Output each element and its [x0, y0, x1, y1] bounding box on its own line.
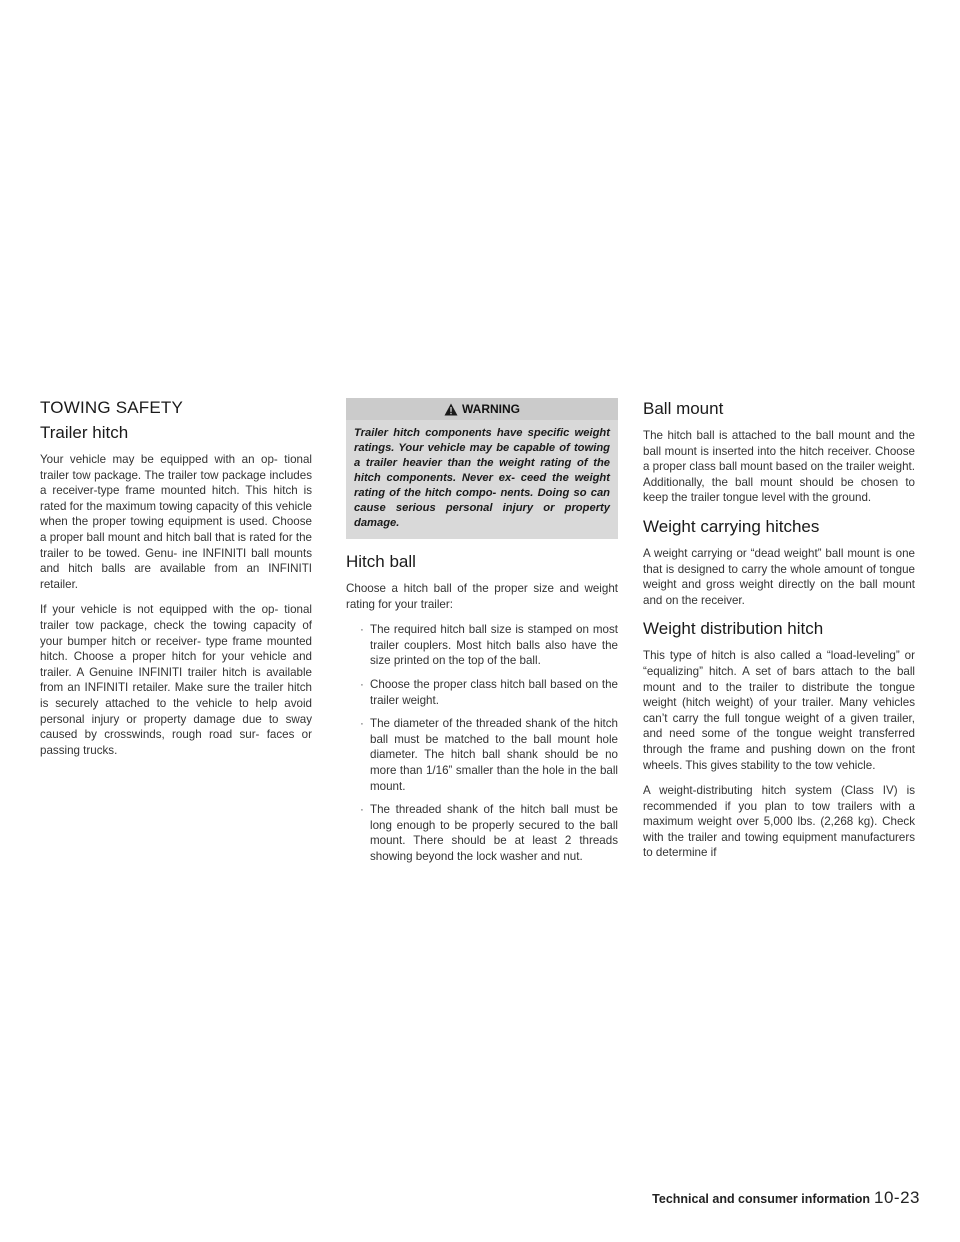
- warning-box: [346, 398, 618, 539]
- paragraph-ball-mount: The hitch ball is attached to the ball mount and the ball mount is inserted into the hitch receiver. Choose a proper class ball mount based on the trailer weight. Additionally, the ball mount should be chosen to keep the trailer tongue level with the ground.: [643, 429, 915, 505]
- column-right: [643, 398, 915, 871]
- warning-header: [346, 398, 618, 420]
- heading-hitch-ball: Hitch ball: [346, 552, 416, 571]
- warning-label: WARNING: [462, 402, 520, 416]
- list-item: · The required hitch ball size is stamped on most trailer couplers. Most hitch balls also have the size printed on the top of the ball.: [360, 622, 618, 669]
- heading-weight-distribution: Weight distribution hitch: [643, 619, 824, 639]
- page-number: 10-23: [874, 1188, 920, 1207]
- list-item: · Choose the proper class hitch ball based on the trailer weight.: [360, 677, 618, 708]
- section-title: TOWING SAFETY: [40, 398, 184, 417]
- paragraph-trailer-hitch-2: If your vehicle is not equipped with the op- tional trailer tow package, check the towing capacity of your bumper hitch or receiver- type frame mounted hitch. Choose a proper hitch for your vehicle and trailer. A Genuine INFINITI trailer hitch is available from an INFINITI retailer. Make sure the trailer hitch is securely attached to the vehicle to help avoid personal injury or property damage due to sway caused by crosswinds, rough road sur- faces or passing trucks.: [40, 603, 312, 757]
- heading-trailer-hitch: Trailer hitch: [40, 423, 129, 442]
- paragraph-hitch-ball-intro: Choose a hitch ball of the proper size and weight rating for your trailer:: [346, 582, 618, 611]
- paragraph-trailer-hitch-1: Your vehicle may be equipped with an op- tional trailer tow package. The trailer tow package includes a receiver-type frame mounted hitch. This hitch is rated for the maximum towing capacity of this vehicle when the proper towing equipment is used. Choose a proper ball mount and hitch ball that is rated for the trailer to be towed. Genu- ine INFINITI ball mounts and hitch balls are available from an INFINITI retailer.: [40, 453, 312, 591]
- warning-text: Trailer hitch components have specific weight ratings. Your vehicle may be capable of towing a trailer heavier than the weight rating of the hitch components. Never ex- ceed the weight rating of the hitch compo- nents. Doing so can cause serious personal injury or property damage.: [354, 427, 610, 529]
- warning-triangle-icon: [444, 403, 458, 416]
- list-item: · The diameter of the threaded shank of the hitch ball must be matched to the ball mount hole diameter. The hitch ball shank should be no more than 1/16” smaller than the hole in the ball mount.: [360, 716, 618, 794]
- paragraph-weight-carrying: A weight carrying or “dead weight” ball mount is one that is designed to carry the whole amount of tongue weight and gross weight directly on the ball mount and on the receiver.: [643, 546, 915, 607]
- paragraph-weight-distribution-2: A weight-distributing hitch system (Class IV) is recommended if you plan to tow trailers with a maximum weight over 5,000 lbs. (2,268 kg). Check with the trailer and towing equipment manufacturers to determine if: [643, 784, 915, 860]
- heading-ball-mount: Ball mount: [643, 399, 724, 418]
- page-footer: [652, 1188, 920, 1208]
- list-item: · The threaded shank of the hitch ball must be long enough to be properly secured to the ball mount. There should be at least 2 threads showing beyond the lock washer and nut.: [360, 802, 618, 864]
- column-left: [40, 398, 312, 768]
- hitch-ball-list: [346, 622, 618, 864]
- footer-section-title: Technical and consumer information: [652, 1192, 871, 1206]
- paragraph-weight-distribution-1: This type of hitch is also called a “load-leveling” or “equalizing” hitch. A set of bars attach to the ball mount and to the trailer to distribute the tongue weight (hitch weight) of your trailer. Many vehicles can’t carry the full tongue weight of a given trailer, and need some of the tongue weight transferred through the frame and pushing down on the front wheels. This gives stability to the tow vehicle.: [643, 649, 915, 772]
- heading-weight-carrying: Weight carrying hitches: [643, 516, 820, 536]
- column-middle: [346, 398, 618, 873]
